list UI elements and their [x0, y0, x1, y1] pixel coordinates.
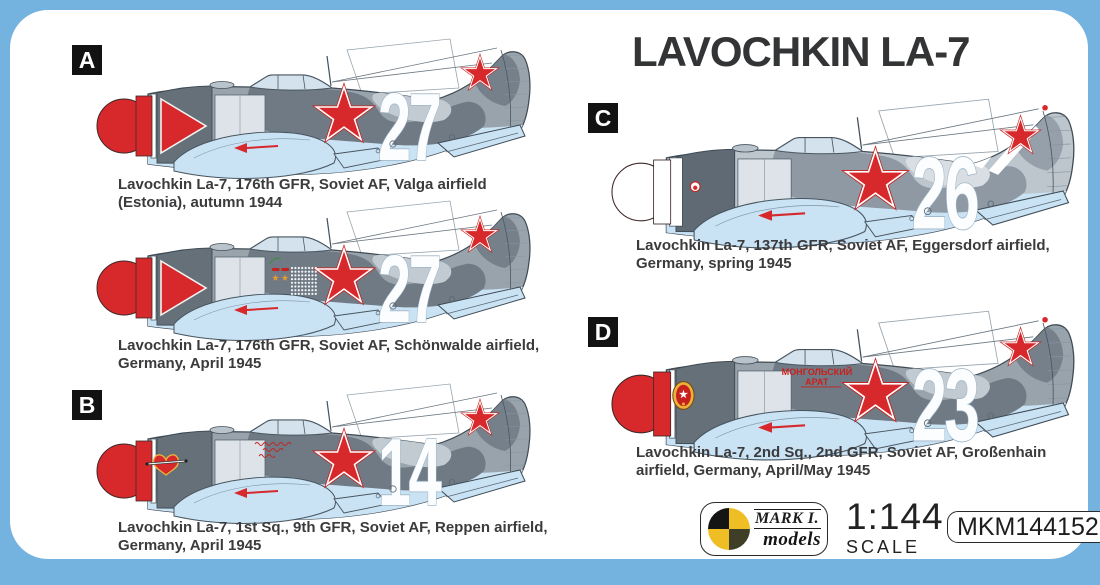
scale-label: SCALE — [846, 537, 921, 557]
caption-b — [118, 519, 548, 555]
scale-value: 1:144 — [846, 496, 944, 537]
caption-d-line1: Lavochkin La-7, 2nd Sq., 2nd GFR, Soviet AF, Großenhain — [636, 444, 1047, 461]
tactical-number: 23 — [911, 348, 978, 464]
aircraft-profile-b — [82, 381, 532, 531]
tactical-number: 27 — [378, 235, 440, 343]
aircraft-profile-a2 — [82, 198, 532, 348]
caption-b-line1: Lavochkin La-7, 1st Sq., 9th GFR, Soviet AF, Reppen airfield, — [118, 519, 548, 536]
tactical-number: 26 — [911, 136, 978, 252]
brand-roundel-icon — [708, 508, 750, 550]
caption-d — [636, 444, 1046, 480]
svg-text:МОНГОЛЬСКИЙ: МОНГОЛЬСКИЙ — [781, 367, 853, 378]
aircraft-profile-a1 — [82, 36, 532, 186]
caption-b-line2: Germany, April 1945 — [118, 537, 262, 554]
aircraft-profile-drawing — [82, 36, 532, 186]
caption-c — [636, 237, 1050, 273]
tactical-number: 27 — [378, 73, 440, 181]
caption-a2 — [118, 337, 539, 373]
aircraft-profile-c — [596, 96, 1076, 256]
tactical-number: 14 — [378, 418, 440, 526]
caption-a1-line1: Lavochkin La-7, 176th GFR, Soviet AF, Valga airfield — [118, 176, 487, 193]
caption-c-line2: Germany, spring 1945 — [636, 255, 792, 272]
brand-logo — [700, 502, 828, 556]
caption-d-line2: airfield, Germany, April/May 1945 — [636, 462, 871, 479]
caption-a1 — [118, 176, 487, 212]
caption-c-line1: Lavochkin La-7, 137th GFR, Soviet AF, Eggersdorf airfield, — [636, 237, 1050, 254]
product-code-badge: MKM144152 — [947, 511, 1100, 543]
profile-label-b: B — [72, 390, 102, 420]
profile-label-c: C — [588, 103, 618, 133]
aircraft-profile-drawing — [82, 381, 532, 531]
caption-a1-line2: (Estonia), autumn 1944 — [118, 194, 283, 211]
caption-a2-line2: Germany, April 1945 — [118, 355, 262, 372]
brand-name: MARK I. — [755, 510, 819, 527]
scale-block — [846, 498, 944, 556]
profile-label-a: A — [72, 45, 102, 75]
aircraft-profile-drawing — [82, 198, 532, 348]
page-title: LAVOCHKIN LA-7 — [632, 28, 970, 75]
caption-a2-line1: Lavochkin La-7, 176th GFR, Soviet AF, Schönwalde airfield, — [118, 337, 540, 354]
aircraft-profile-drawing — [596, 96, 1076, 256]
brand-name-2: models — [763, 529, 821, 550]
svg-text:АРАТ: АРАТ — [805, 376, 829, 387]
profile-label-d: D — [588, 317, 618, 347]
